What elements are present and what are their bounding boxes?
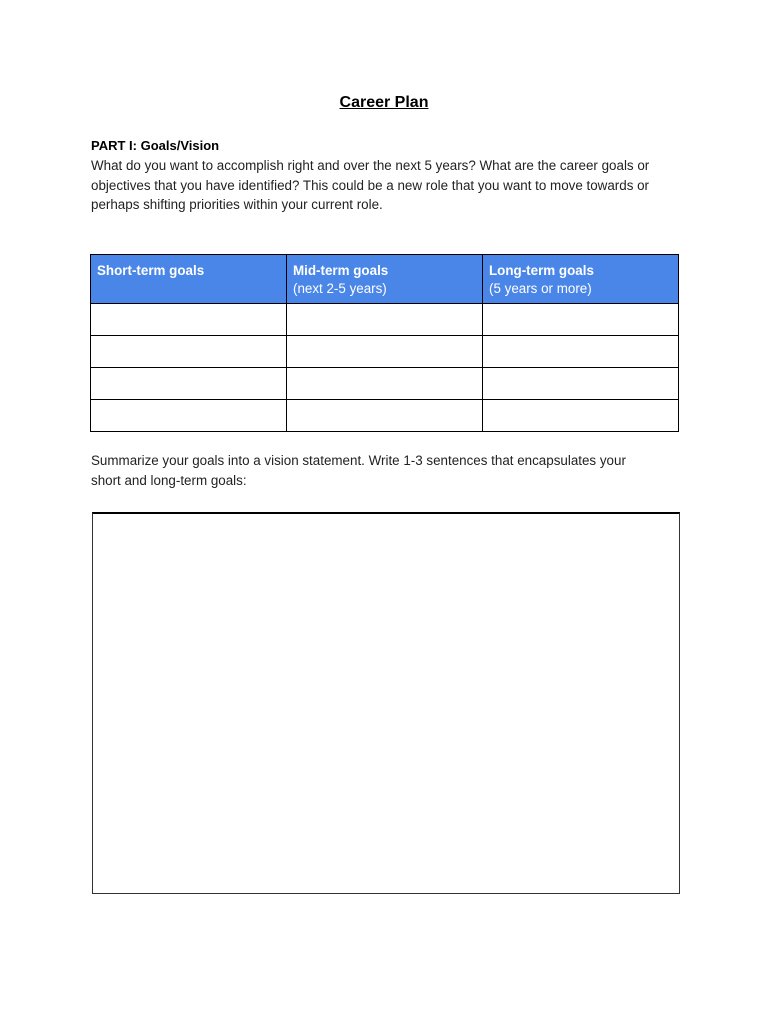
mid-term-goal-cell[interactable]: [287, 368, 483, 400]
intro-paragraph: [91, 156, 681, 215]
header-label: Mid-term goals: [293, 263, 389, 278]
header-label: Long-term goals: [489, 263, 594, 278]
short-term-goal-cell[interactable]: [91, 336, 287, 368]
section-heading-goals-vision: PART I: Goals/Vision: [91, 138, 220, 153]
header-sublabel: (5 years or more): [489, 281, 592, 296]
header-sublabel: (next 2-5 years): [293, 281, 387, 296]
long-term-goal-cell[interactable]: [483, 400, 679, 432]
table-row: [91, 336, 679, 368]
intro-line: objectives that you have identified? This could be a new role that you want to move towards or: [91, 177, 650, 193]
header-label: Short-term goals: [97, 263, 205, 278]
header-short-term-goals: [91, 255, 287, 304]
goals-table: [90, 254, 679, 432]
table-row: [91, 304, 679, 336]
short-term-goal-cell[interactable]: [91, 304, 287, 336]
long-term-goal-cell[interactable]: [483, 368, 679, 400]
mid-term-goal-cell[interactable]: [287, 400, 483, 432]
intro-line: What do you want to accomplish right and over the next 5 years? What are the career goals or: [91, 158, 650, 173]
page-title: Career Plan: [339, 94, 429, 111]
table-row: [91, 368, 679, 400]
long-term-goal-cell[interactable]: [483, 336, 679, 368]
intro-line: perhaps shifting priorities within your current role.: [91, 197, 383, 212]
short-term-goal-cell[interactable]: [91, 400, 287, 432]
goals-table-header-row: [91, 255, 679, 304]
table-row: [91, 400, 679, 432]
summary-line: short and long-term goals:: [91, 472, 247, 488]
mid-term-goal-cell[interactable]: [287, 304, 483, 336]
mid-term-goal-cell[interactable]: [287, 336, 483, 368]
summary-line: Summarize your goals into a vision statement. Write 1-3 sentences that encapsulates your: [91, 453, 626, 468]
short-term-goal-cell[interactable]: [91, 368, 287, 400]
long-term-goal-cell[interactable]: [483, 304, 679, 336]
header-long-term-goals: [483, 255, 679, 304]
summary-instructions: [91, 451, 681, 490]
header-mid-term-goals: [287, 255, 483, 304]
vision-statement-box[interactable]: [92, 512, 680, 894]
